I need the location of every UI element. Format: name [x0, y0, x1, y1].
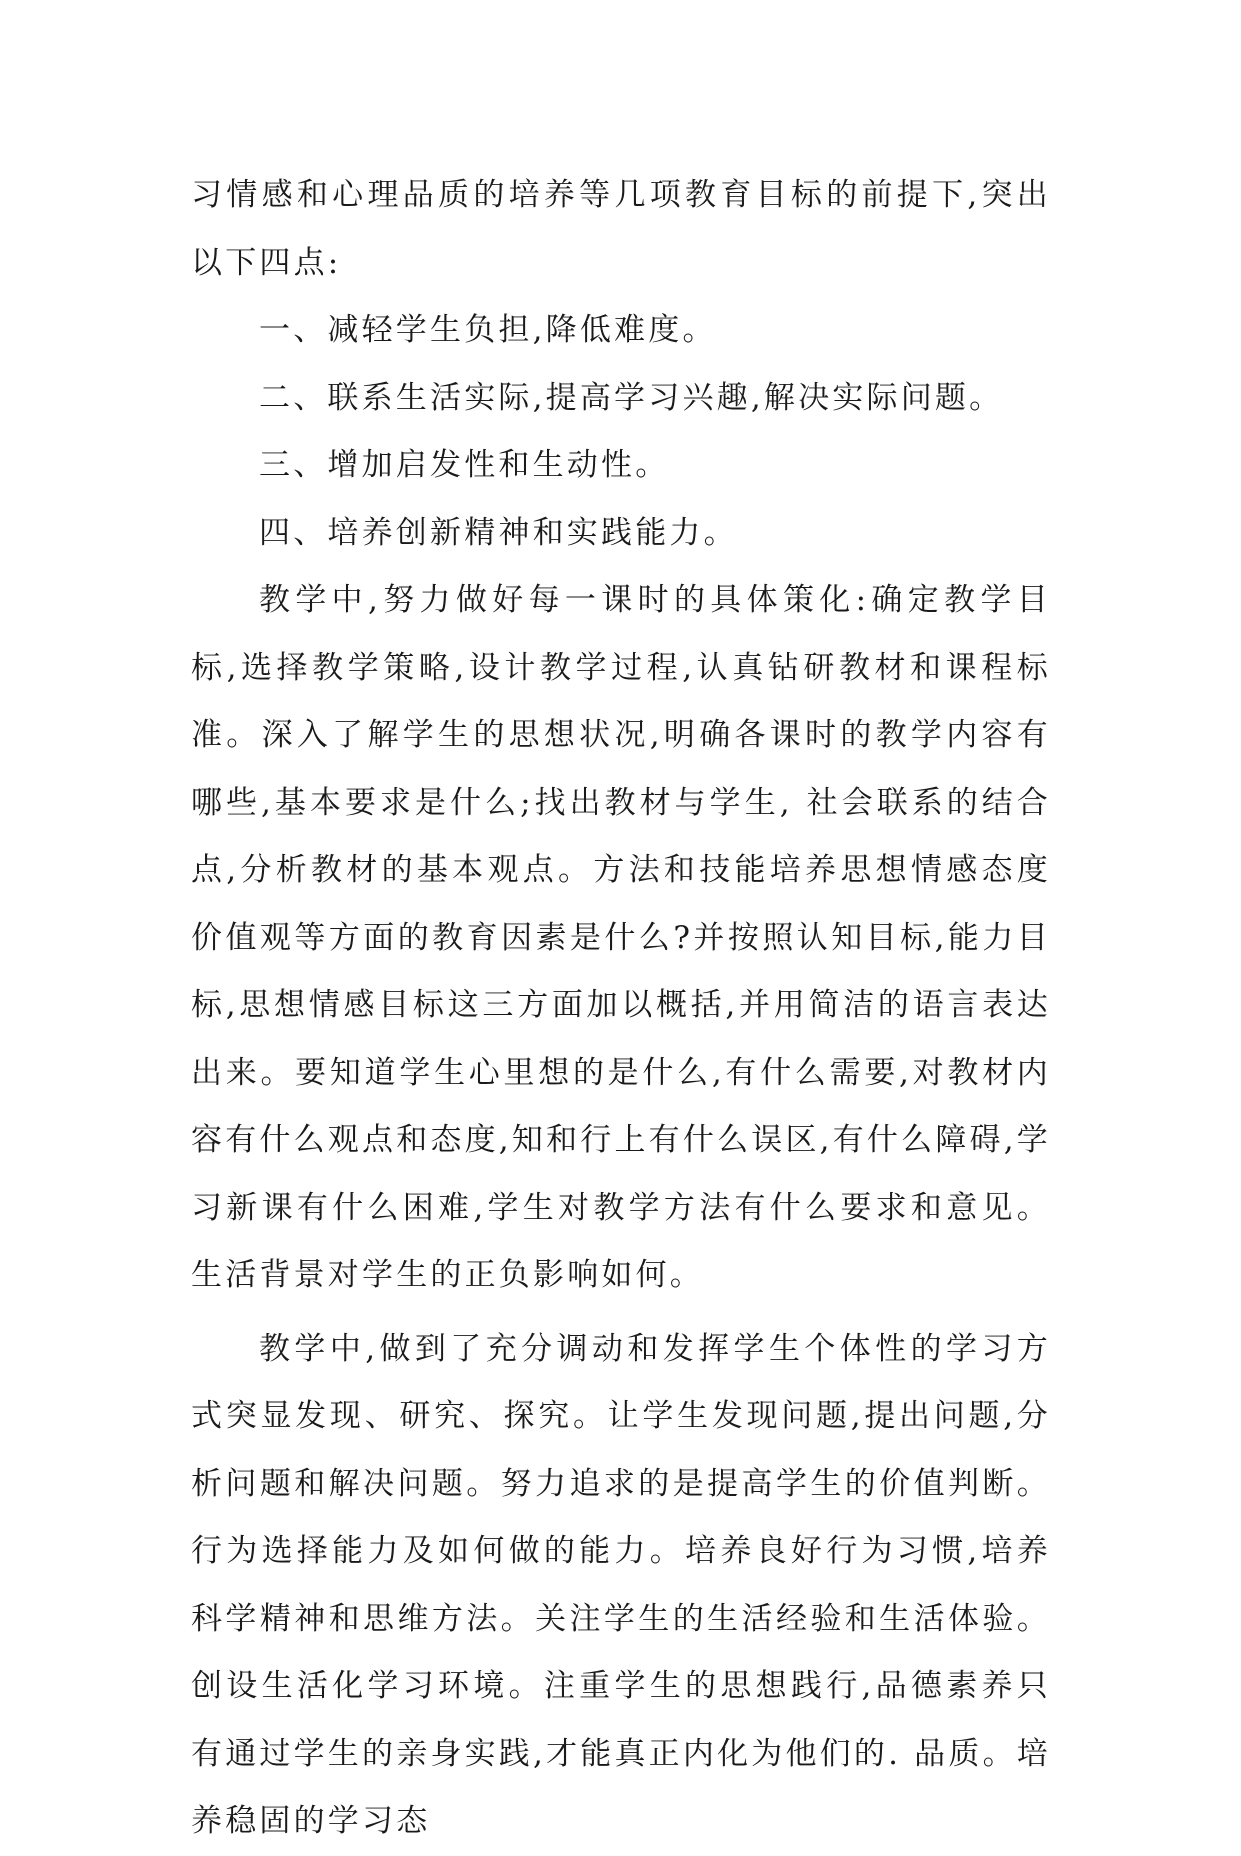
list-item-2: 二、联系生活实际,提高学习兴趣,解决实际问题。 [259, 379, 1004, 416]
list-item-1: 一、减轻学生负担,降低难度。 [259, 312, 717, 348]
paragraph-teaching-planning: 教学中,努力做好每一课时的具体策化:确定教学目标,选择教学策略,设计教学过程,认真钻研教材和课程标准。深入了解学生的思想状况,明确各课时的教学内容有哪些,基本要求是什么;找出教材与学生, 社会联系的结合点,分析教材的基本观点。方法和技能培养思想情感态度价值观等方面的教育因素是什么?并按照认知目标,能力目标,思想情感目标这三方面加以概括,并用简洁的语言表达出来。要知道学生心里想的是什么,有什么需要,对教材内容有什么观点和态度,知和行上有什么误区,有什么障碍,学习新课有什么困难,学生对教学方法有什么要求和意见。生活背景对学生的正负影响如何。 [191, 582, 1051, 1293]
list-item-4: 四、培养创新精神和实践能力。 [259, 514, 738, 551]
paragraph-teaching-methods: 教学中,做到了充分调动和发挥学生个体性的学习方式突显发现、研究、探究。让学生发现问题,提出问题,分析问题和解决问题。努力追求的是提高学生的价值判断。行为选择能力及如何做的能力。培养良好行为习惯,培养科学精神和思维方法。关注学生的生活经验和生活体验。创设生活化学习环境。注重学生的思想践行,品德素养只有通过学生的亲身实践,才能真正内化为他们的. 品质。培养稳固的学习态 [191, 1330, 1051, 1839]
paragraph-intro: 习情感和心理品质的培养等几项教育目标的前提下,突出以下四点: [191, 177, 1051, 281]
list-item-3: 三、增加启发性和生动性。 [259, 447, 670, 483]
document-body [191, 162, 1051, 1856]
